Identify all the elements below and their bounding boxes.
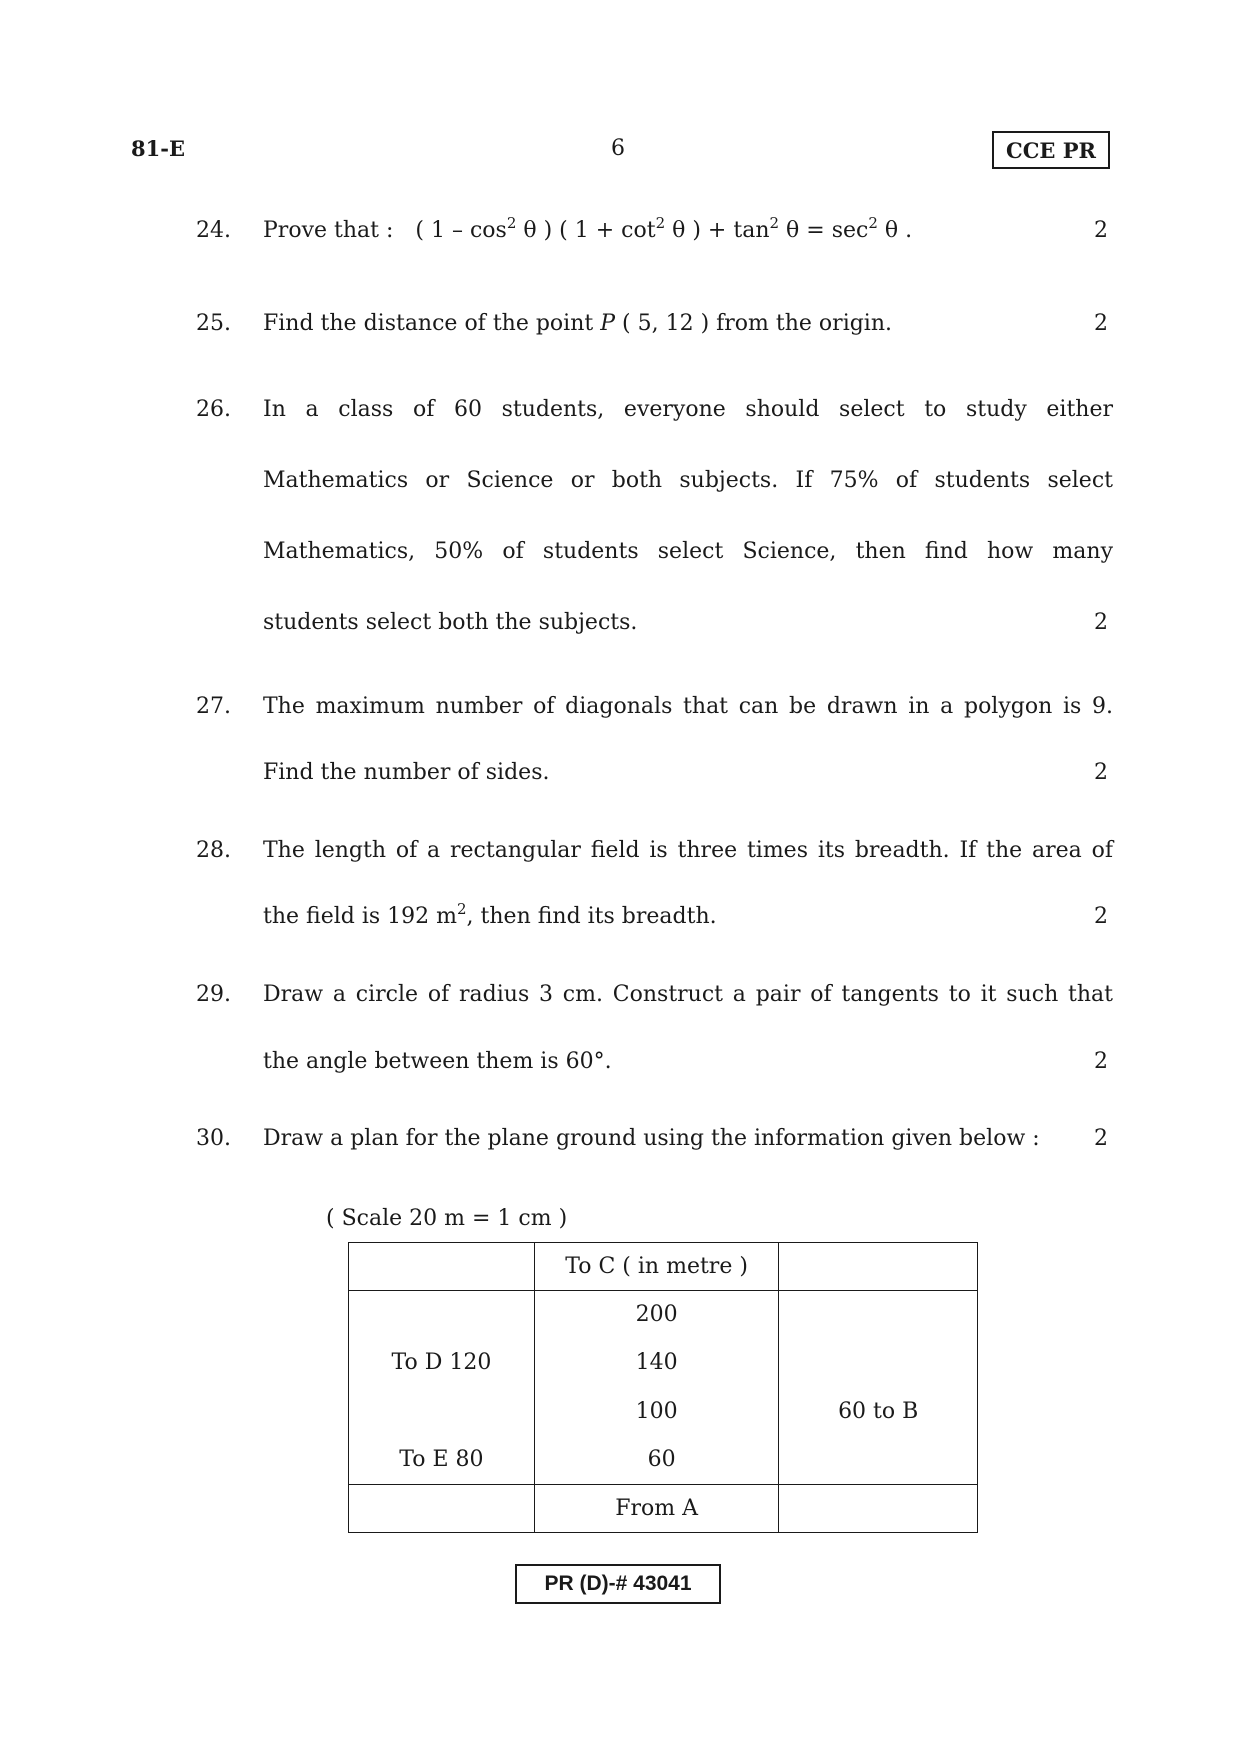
- question-27-line: The maximum number of diagonals that can be drawn in a polygon is 9.: [263, 694, 1113, 719]
- scale-note: ( Scale 20 m = 1 cm ): [326, 1206, 568, 1231]
- marks: 2: [1094, 1049, 1108, 1074]
- question-29-line: the angle between them is 60°.: [263, 1049, 612, 1074]
- marks: 2: [1094, 311, 1108, 336]
- marks: 2: [1094, 904, 1108, 929]
- table-cell: [779, 1243, 978, 1291]
- question-26-line: Mathematics or Science or both subjects. If 75% of students select: [263, 468, 1113, 493]
- series-box: [992, 131, 1110, 169]
- table-cell: [779, 1485, 978, 1533]
- offset-spacer: [349, 1388, 534, 1436]
- marks: 2: [1094, 1126, 1108, 1151]
- formula-part: ( 1 – cos: [415, 218, 507, 243]
- exponent: 2: [868, 214, 878, 232]
- question-24-lead: Prove that :: [263, 218, 394, 243]
- footer-code-box: [515, 1564, 721, 1604]
- question-30-line: Draw a plan for the plane ground using the information given below :: [263, 1126, 1040, 1151]
- offset-spacer: [349, 1291, 534, 1339]
- field-book-table: [348, 1242, 978, 1533]
- question-number: 26.: [196, 397, 231, 422]
- question-28-line: [263, 900, 1113, 929]
- trig-identity: [415, 214, 913, 243]
- text-part: Find the distance of the point: [263, 311, 601, 336]
- question-29-line: Draw a circle of radius 3 cm. Construct a pair of tangents to it such that: [263, 982, 1113, 1007]
- question-number: 25.: [196, 311, 231, 336]
- series-label: CCE PR: [1006, 137, 1096, 163]
- offset-spacer: [779, 1291, 977, 1339]
- table-cell: [349, 1243, 535, 1291]
- formula-part: θ ) + tan: [665, 218, 770, 243]
- page-number: 6: [611, 136, 625, 161]
- offset-spacer: [779, 1436, 977, 1484]
- formula-part: θ = sec: [779, 218, 869, 243]
- question-27-line: Find the number of sides.: [263, 760, 550, 785]
- left-offsets: [349, 1291, 535, 1485]
- offset-spacer: [779, 1339, 977, 1387]
- exponent: 2: [769, 214, 780, 232]
- question-number: 30.: [196, 1126, 231, 1151]
- exponent: 2: [655, 214, 666, 232]
- question-number: 28.: [196, 838, 231, 863]
- text-part: , then find its breadth.: [466, 904, 717, 929]
- chain-values: [534, 1291, 779, 1485]
- text-part: ( 5, 12 ) from the origin.: [615, 311, 893, 336]
- table-header-center: To C ( in metre ): [534, 1243, 779, 1291]
- marks: 2: [1094, 760, 1108, 785]
- question-26-line: In a class of 60 students, everyone should select to study either: [263, 397, 1113, 422]
- table-footer-center: From A: [534, 1485, 779, 1533]
- point-label: P: [600, 311, 616, 336]
- exponent: 2: [457, 900, 467, 918]
- question-number: 27.: [196, 694, 231, 719]
- footer-code: PR (D)-# 43041: [544, 1572, 692, 1595]
- question-number: 24.: [196, 218, 231, 243]
- exponent: 2: [506, 214, 517, 232]
- paper-code: 81-E: [131, 136, 185, 161]
- formula-part: θ .: [877, 218, 913, 243]
- chain-value: 140: [635, 1350, 678, 1376]
- question-24-text: [263, 214, 1113, 243]
- table-cell: [349, 1485, 535, 1533]
- formula-part: θ ) ( 1 + cot: [516, 218, 656, 243]
- question-26-line: Mathematics, 50% of students select Science, then find how many: [263, 539, 1113, 564]
- chain-value: 100: [635, 1398, 678, 1424]
- chain-value: 200: [635, 1302, 678, 1328]
- question-number: 29.: [196, 982, 231, 1007]
- marks: 2: [1094, 610, 1108, 635]
- offset-entry: 60 to B: [838, 1398, 919, 1424]
- question-26-line: students select both the subjects.: [263, 610, 638, 635]
- offset-entry: To E 80: [399, 1446, 484, 1472]
- question-25-text: [263, 311, 1113, 336]
- offset-entry: To D 120: [391, 1350, 492, 1376]
- text-part: the field is 192 m: [263, 904, 457, 929]
- marks: 2: [1094, 218, 1108, 243]
- chain-value: 60: [647, 1446, 676, 1472]
- right-offsets: [779, 1291, 978, 1485]
- question-28-line: The length of a rectangular field is three times its breadth. If the area of: [263, 838, 1113, 863]
